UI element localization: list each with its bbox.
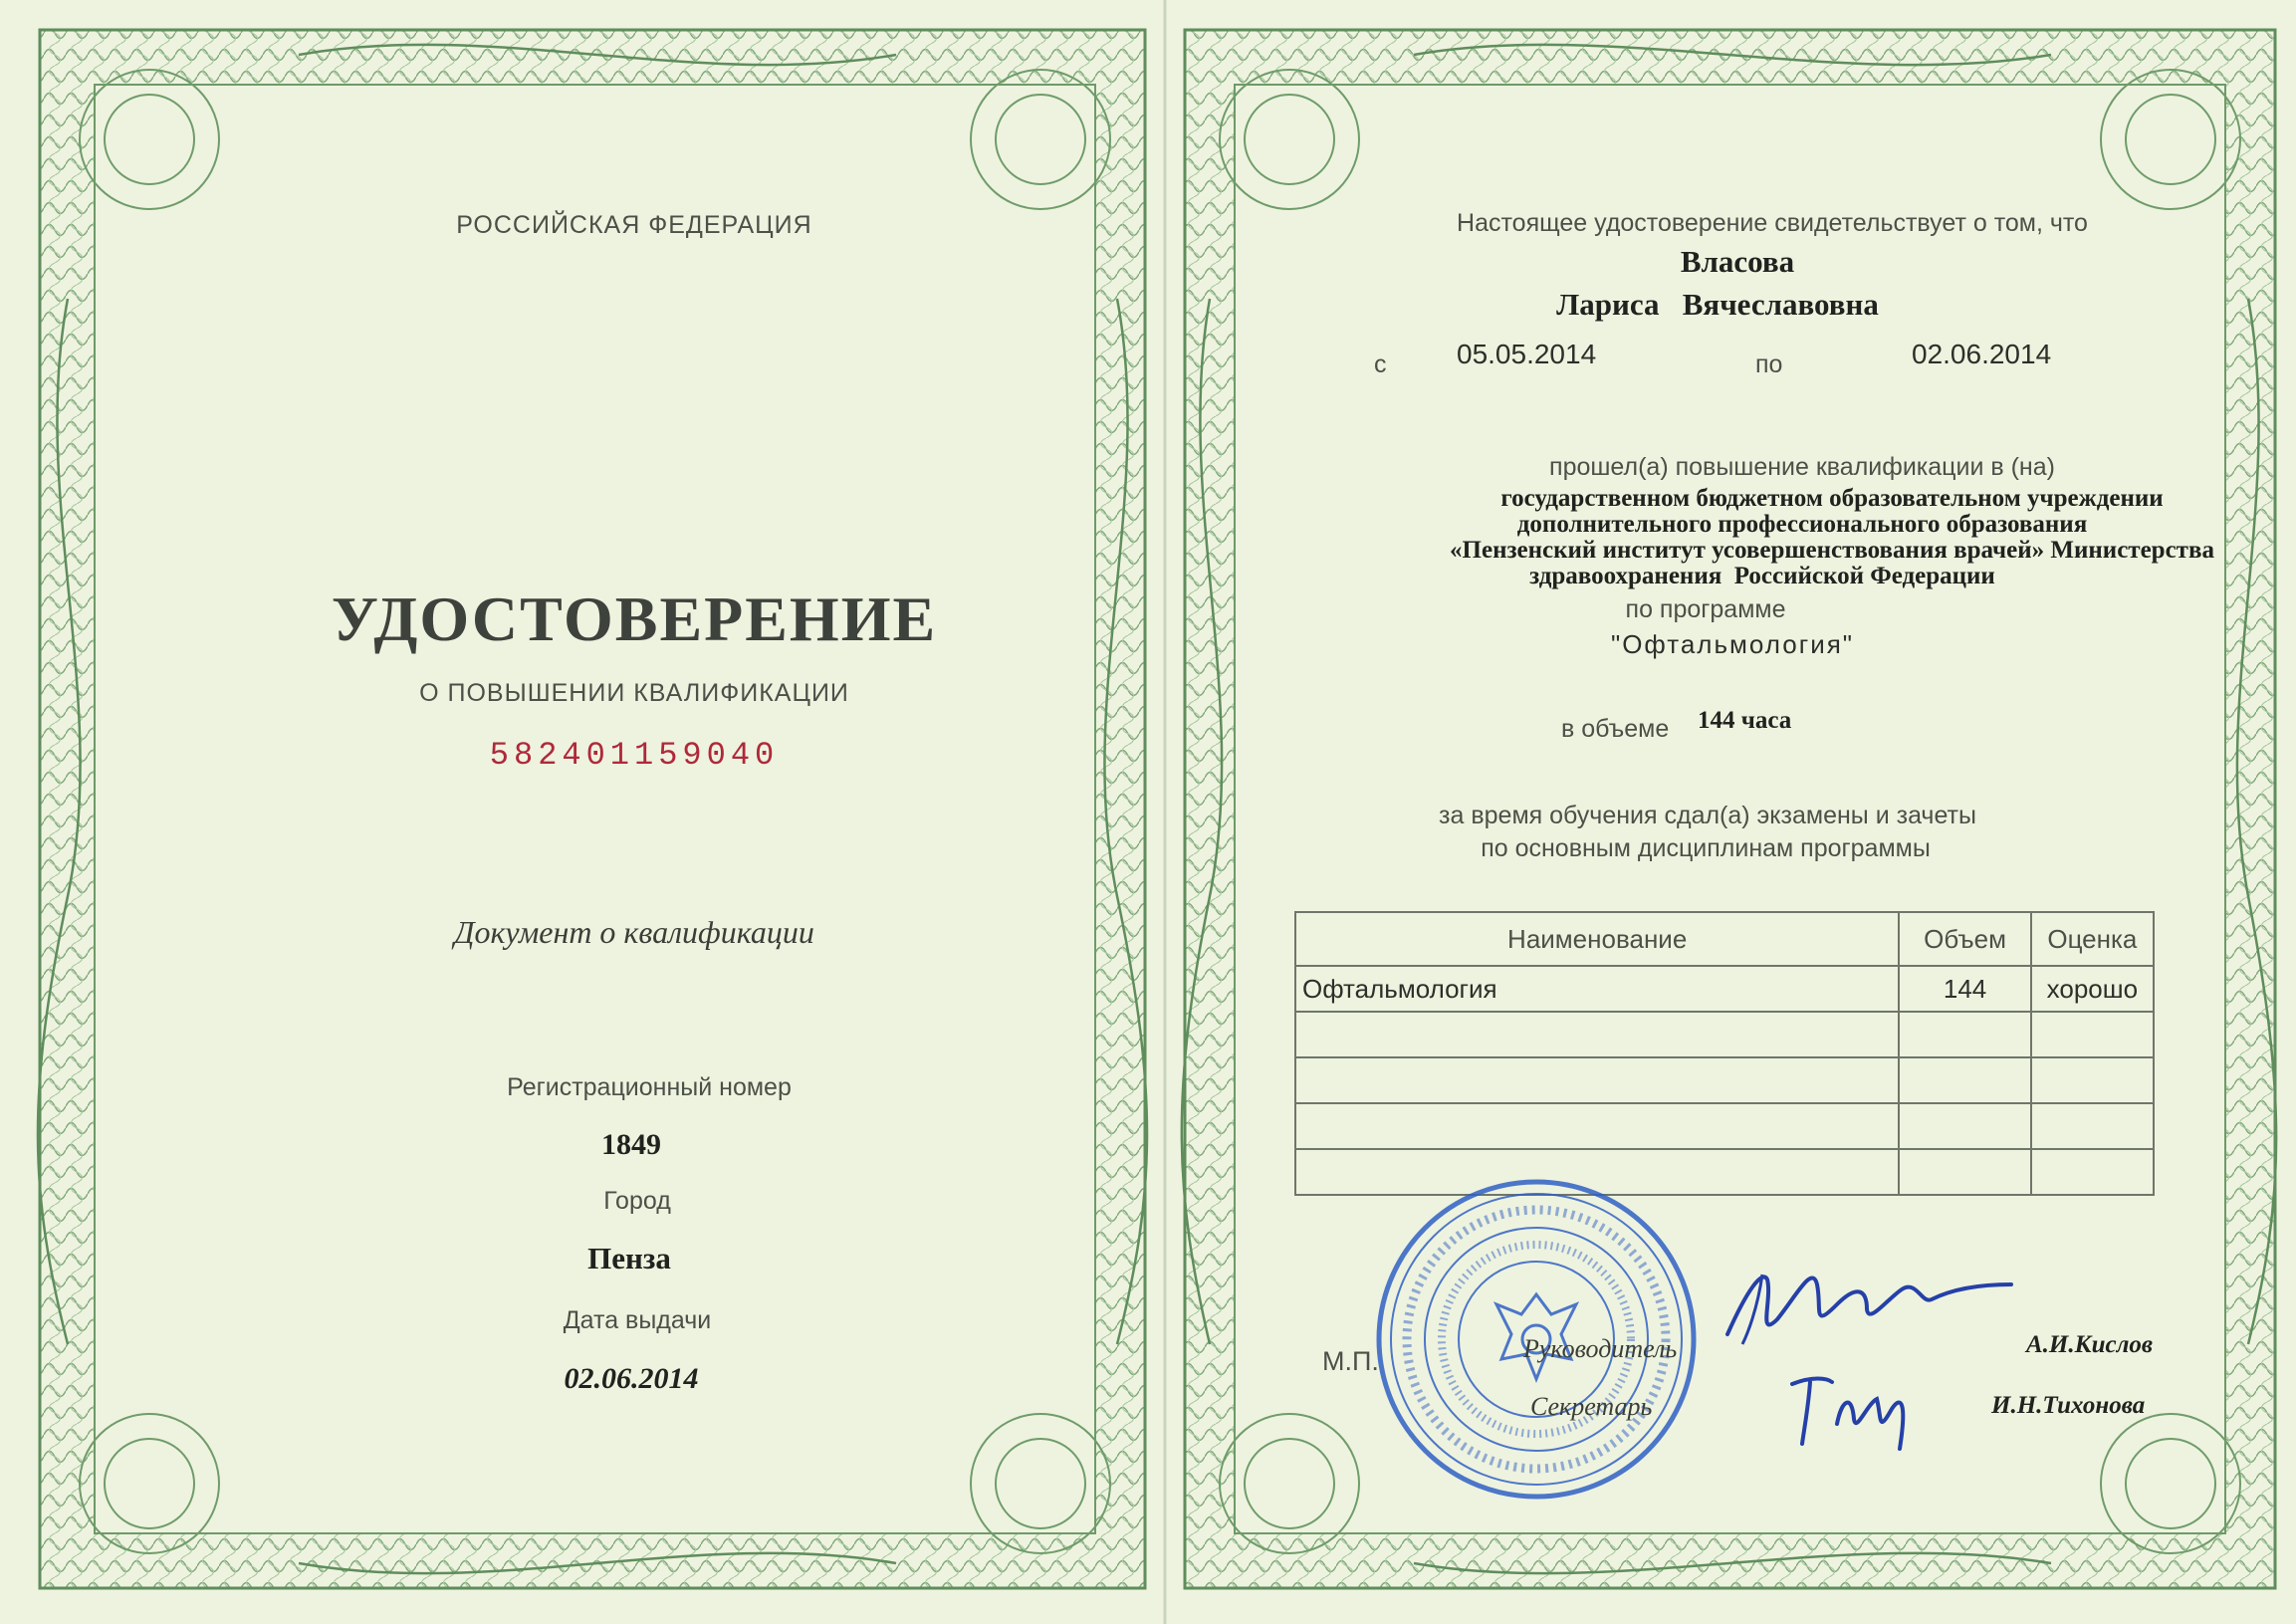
exams-line-2: по основным дисциплинам программы <box>1481 834 1931 862</box>
discipline-grade <box>2031 1057 2154 1103</box>
period-from-date: 05.05.2014 <box>1457 339 1597 369</box>
passed-training-text: прошел(а) повышение квалификации в (на) <box>1549 453 2055 481</box>
table-header-row <box>1295 912 2154 966</box>
disciplines-table <box>1294 911 2155 1196</box>
discipline-name <box>1295 1012 1899 1057</box>
head-label: Руководитель <box>1523 1334 1678 1363</box>
discipline-volume <box>1899 1012 2030 1057</box>
head-signature <box>1718 1250 2016 1359</box>
volume-value: 144 часа <box>1698 707 1792 734</box>
period-from-label: с <box>1374 350 1387 378</box>
document-subtitle: О ПОВЫШЕНИИ КВАЛИФИКАЦИИ <box>419 679 849 707</box>
program-name: "Офтальмология" <box>1610 629 1855 659</box>
discipline-grade: хорошо <box>2031 966 2154 1012</box>
period-to-date: 02.06.2014 <box>1912 339 2052 369</box>
program-label: по программе <box>1625 595 1786 623</box>
holder-surname: Власова <box>1680 244 1795 279</box>
registration-number: 1849 <box>601 1128 661 1161</box>
seal-place-label: М.П. <box>1322 1346 1379 1376</box>
discipline-name <box>1295 1057 1899 1103</box>
discipline-grade <box>2031 1103 2154 1149</box>
country-label: РОССИЙСКАЯ ФЕДЕРАЦИЯ <box>456 211 812 239</box>
head-name: А.И.Кислов <box>2026 1331 2154 1358</box>
discipline-volume <box>1899 1149 2030 1195</box>
header-volume: Объем <box>1899 912 2030 966</box>
secretary-signature <box>1782 1364 1932 1454</box>
secretary-label: Секретарь <box>1530 1392 1653 1421</box>
institution-line-4: здравоохранения Российской Федерации <box>1529 563 1995 589</box>
document-title: УДОСТОВЕРЕНИЕ <box>331 583 938 654</box>
discipline-grade <box>2031 1012 2154 1057</box>
holder-given-names: Лариса Вячеславовна <box>1556 287 1879 322</box>
header-name: Наименование <box>1295 912 1899 966</box>
discipline-volume <box>1899 1057 2030 1103</box>
table-row <box>1295 966 2154 1012</box>
discipline-name <box>1295 1103 1899 1149</box>
serial-number: 582401159040 <box>489 737 780 774</box>
table-row <box>1295 1057 2154 1103</box>
volume-label: в объеме <box>1561 715 1670 743</box>
document-type: Документ о квалификации <box>454 914 814 950</box>
city-label: Город <box>603 1187 671 1215</box>
table-row <box>1295 1103 2154 1149</box>
secretary-name: И.Н.Тихонова <box>1991 1392 2146 1419</box>
discipline-volume: 144 <box>1899 966 2030 1012</box>
issue-date-label: Дата выдачи <box>563 1306 712 1334</box>
intro-text: Настоящее удостоверение свидетельствует о том, что <box>1457 209 2088 237</box>
registration-label: Регистрационный номер <box>507 1073 792 1101</box>
discipline-volume <box>1899 1103 2030 1149</box>
issue-date-value: 02.06.2014 <box>564 1362 699 1395</box>
discipline-name: Офтальмология <box>1295 966 1899 1012</box>
header-grade: Оценка <box>2031 912 2154 966</box>
period-to-label: по <box>1755 350 1783 378</box>
institution-line-2: дополнительного профессионального образования <box>1516 511 2088 538</box>
city-value: Пенза <box>587 1241 671 1276</box>
table-row <box>1295 1012 2154 1057</box>
exams-line-1: за время обучения сдал(а) экзамены и зачеты <box>1439 802 1976 829</box>
institution-line-3: «Пензенский институт усовершенствования врачей» Министерства <box>1450 537 2214 564</box>
institution-line-1: государственном бюджетном образовательном учреждении <box>1500 485 2164 512</box>
discipline-grade <box>2031 1149 2154 1195</box>
